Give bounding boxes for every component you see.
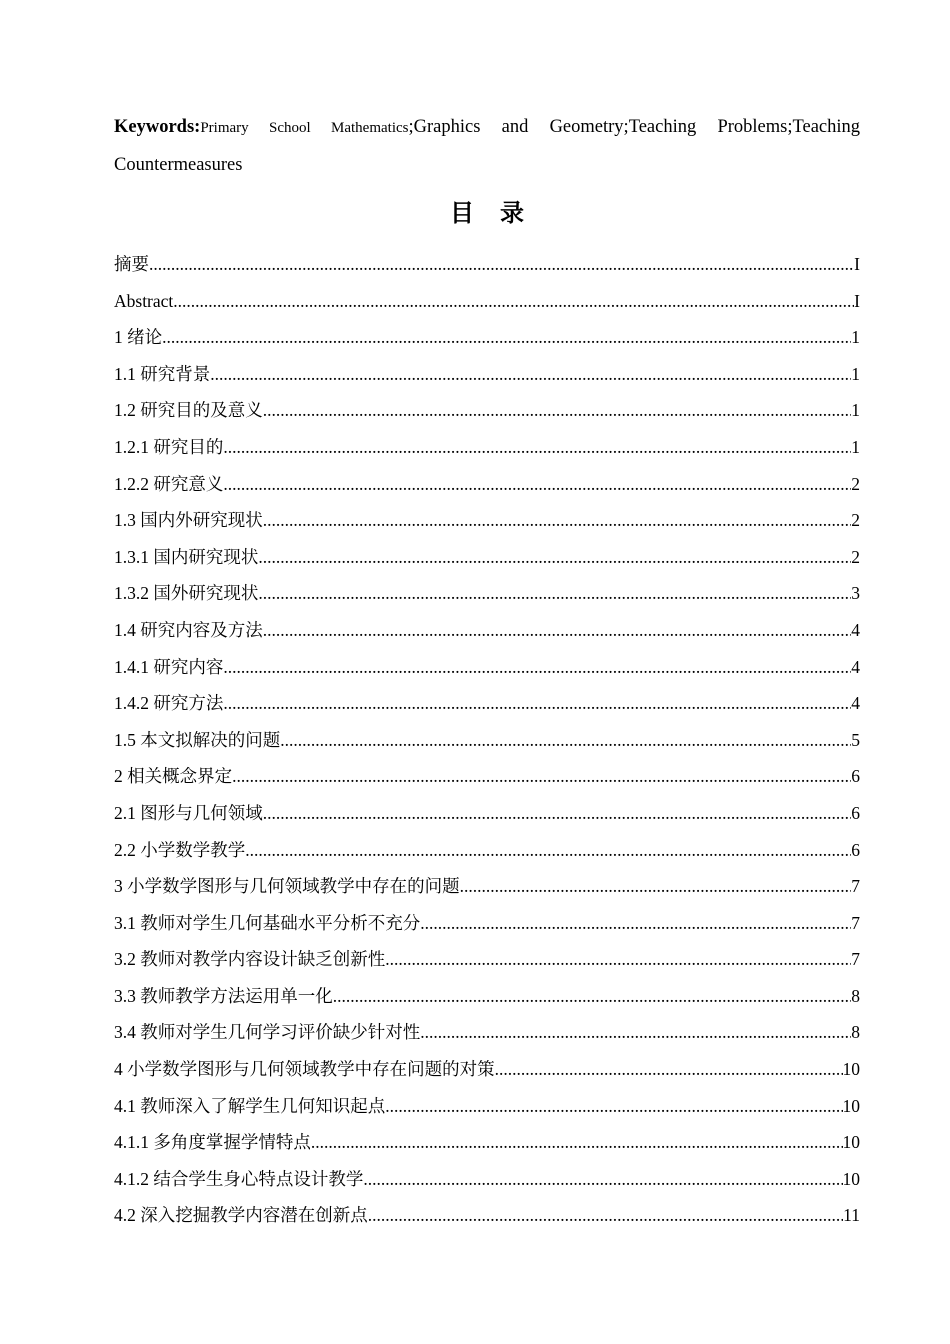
toc-entry-page-number: I: [854, 254, 860, 274]
toc-entry[interactable]: [114, 575, 860, 612]
toc-entry-title: 1.2.2 研究意义: [114, 473, 224, 494]
toc-entry[interactable]: [114, 758, 860, 795]
toc-entry-title: 4.1.2 结合学生身心特点设计教学: [114, 1168, 364, 1189]
toc-entry[interactable]: [114, 1161, 860, 1198]
toc-dot-leader: [333, 978, 852, 1015]
toc-entry[interactable]: [114, 356, 860, 393]
toc-dot-leader: [385, 1088, 842, 1125]
toc-entry-title: 1.4 研究内容及方法: [114, 619, 263, 640]
toc-dot-leader: [495, 1051, 843, 1088]
toc-entry-page-number: 4: [851, 656, 860, 677]
toc-title-char-1: 目: [450, 199, 474, 227]
toc-entry-page-number: 6: [851, 839, 860, 860]
toc-dot-leader: [223, 685, 851, 722]
toc-entry[interactable]: [114, 978, 860, 1015]
keywords-line-1: [114, 108, 860, 146]
toc-entry-page-number: 8: [851, 985, 860, 1006]
toc-dot-leader: [420, 905, 851, 942]
toc-dot-leader: [263, 795, 852, 832]
toc-entry-title: 1.2.1 研究目的: [114, 436, 224, 457]
toc-dot-leader: [258, 539, 851, 576]
toc-entry[interactable]: [114, 1197, 860, 1234]
toc-entry-page-number: 11: [843, 1205, 860, 1226]
toc-entry-title: 1.5 本文拟解决的问题: [114, 729, 281, 750]
toc-dot-leader: [263, 392, 852, 429]
toc-dot-leader: [311, 1124, 843, 1161]
toc-entry-page-number: 2: [851, 473, 860, 494]
toc-entry-page-number: 3: [851, 583, 860, 604]
toc-entry[interactable]: [114, 905, 860, 942]
toc-dot-leader: [420, 1014, 851, 1051]
toc-entry-title: 1.3.1 国内研究现状: [114, 546, 259, 567]
toc-entry-title: 1.1 研究背景: [114, 363, 211, 384]
toc-entry-title: 3.2 教师对教学内容设计缺乏创新性: [114, 949, 386, 970]
toc-entry[interactable]: [114, 283, 860, 320]
toc-entry[interactable]: [114, 246, 860, 283]
toc-entry-page-number: 2: [851, 510, 860, 531]
toc-entry-title: Abstract: [114, 290, 174, 311]
toc-entry[interactable]: [114, 1051, 860, 1088]
toc-entry-page-number: 6: [851, 766, 860, 787]
toc-entry-page-number: 2: [851, 546, 860, 567]
toc-dot-leader: [223, 466, 851, 503]
toc-entry[interactable]: [114, 502, 860, 539]
toc-dot-leader: [263, 612, 852, 649]
toc-entry[interactable]: [114, 1014, 860, 1051]
toc-dot-leader: [173, 283, 854, 320]
toc-entry-page-number: 1: [851, 363, 860, 384]
toc-entry-page-number: 10: [842, 1132, 860, 1153]
toc-entry-page-number: 1: [851, 327, 860, 348]
toc-entry-page-number: 7: [851, 876, 860, 897]
toc-entry-page-number: 7: [851, 912, 860, 933]
keywords-line-2: Countermeasures: [114, 155, 243, 175]
toc-entry[interactable]: [114, 612, 860, 649]
toc-entry-page-number: 6: [851, 802, 860, 823]
toc-entry-page-number: 4: [851, 693, 860, 714]
toc-entry-page-number: I: [854, 290, 860, 311]
toc-dot-leader: [210, 356, 851, 393]
toc-entry[interactable]: [114, 466, 860, 503]
toc-dot-leader: [280, 722, 851, 759]
toc-entry-title: 1.3 国内外研究现状: [114, 510, 263, 531]
toc-entry-page-number: 1: [851, 436, 860, 457]
toc-entry[interactable]: [114, 319, 860, 356]
toc-entry[interactable]: [114, 868, 860, 905]
toc-entry-title: 3.1 教师对学生几何基础水平分析不充分: [114, 912, 421, 933]
toc-dot-leader: [263, 502, 852, 539]
toc-entry[interactable]: [114, 1124, 860, 1161]
toc-entry-page-number: 4: [851, 619, 860, 640]
keywords-first-term: Primary School Mathematics: [200, 120, 409, 136]
toc-entry-title: 2 相关概念界定: [114, 766, 233, 787]
toc-entry-title: 1 绪论: [114, 327, 163, 348]
toc-entry-title: 3.4 教师对学生几何学习评价缺少针对性: [114, 1022, 421, 1043]
toc-dot-leader: [162, 319, 851, 356]
toc-entry-title: 1.3.2 国外研究现状: [114, 583, 259, 604]
toc-entry[interactable]: [114, 649, 860, 686]
toc-entry[interactable]: [114, 392, 860, 429]
keywords-paragraph: [114, 108, 860, 184]
toc-entry[interactable]: [114, 795, 860, 832]
toc-entry-title: 4 小学数学图形与几何领域教学中存在问题的对策: [114, 1059, 495, 1080]
toc-dot-leader: [245, 832, 851, 869]
toc-entry-title: 4.1.1 多角度掌握学情特点: [114, 1132, 311, 1153]
toc-entry-page-number: 7: [851, 949, 860, 970]
toc-dot-leader: [223, 649, 851, 686]
toc-dot-leader: [368, 1197, 843, 1234]
toc-dot-leader: [385, 941, 851, 978]
toc-entry-title: 2.1 图形与几何领域: [114, 802, 263, 823]
toc-entry-title: 1.4.1 研究内容: [114, 656, 224, 677]
toc-entry-page-number: 5: [851, 729, 860, 750]
keywords-remaining-terms: ;Graphics and Geometry;Teaching Problems;Teaching: [408, 117, 861, 137]
toc-entry[interactable]: [114, 1088, 860, 1125]
toc-entry-page-number: 8: [851, 1022, 860, 1043]
toc-entry-title: 2.2 小学数学教学: [114, 839, 246, 860]
toc-entry-title: 4.1 教师深入了解学生几何知识起点: [114, 1095, 386, 1116]
toc-entry[interactable]: [114, 539, 860, 576]
toc-entry[interactable]: [114, 685, 860, 722]
toc-dot-leader: [258, 575, 851, 612]
toc-entry-title: 3.3 教师教学方法运用单一化: [114, 985, 333, 1006]
toc-entry[interactable]: [114, 832, 860, 869]
toc-entry-page-number: 10: [842, 1168, 860, 1189]
toc-dot-leader: [223, 429, 851, 466]
toc-entry-title: 3 小学数学图形与几何领域教学中存在的问题: [114, 876, 460, 897]
toc-entry-title: 1.4.2 研究方法: [114, 693, 224, 714]
toc-entry[interactable]: [114, 941, 860, 978]
toc-entry-title: 1.2 研究目的及意义: [114, 400, 263, 421]
toc-entry-page-number: 10: [842, 1095, 860, 1116]
toc-dot-leader: [363, 1161, 842, 1198]
toc-dot-leader: [460, 868, 852, 905]
toc-entry[interactable]: [114, 429, 860, 466]
toc-title-char-2: 录: [500, 199, 524, 227]
toc-entry-page-number: 10: [842, 1059, 860, 1080]
toc-entry-title: 摘要: [114, 254, 149, 274]
toc-dot-leader: [149, 246, 854, 283]
toc-title: [114, 196, 860, 230]
toc-dot-leader: [232, 758, 851, 795]
toc-entry-title: 4.2 深入挖掘教学内容潜在创新点: [114, 1205, 368, 1226]
table-of-contents: [114, 246, 860, 1234]
toc-entry[interactable]: [114, 722, 860, 759]
toc-entry-page-number: 1: [851, 400, 860, 421]
keywords-label: Keywords:: [114, 117, 201, 137]
